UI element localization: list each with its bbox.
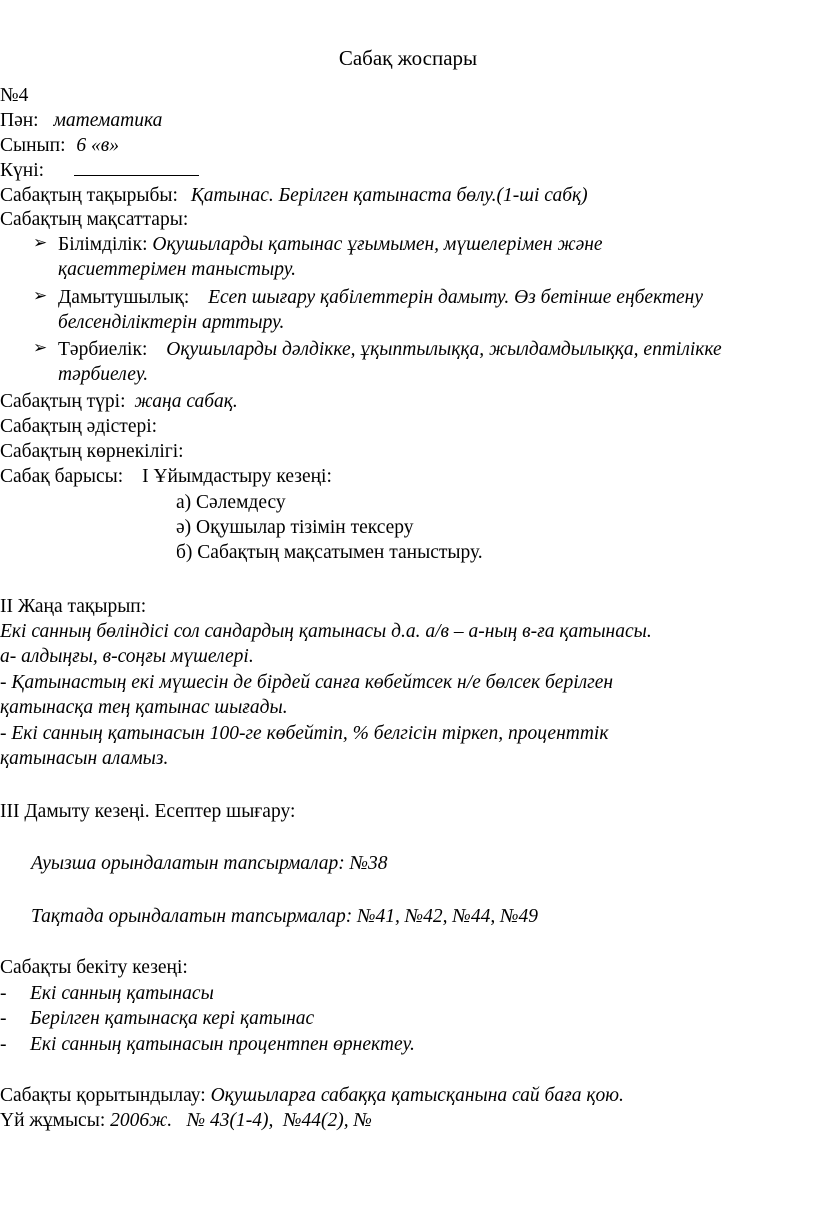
new-topic-line: қатынасын аламыз. — [0, 748, 169, 769]
consolidation-text: Берілген қатынасқа кері қатынас — [30, 1008, 315, 1029]
summary-label: Сабақты қорытындылау: — [0, 1085, 206, 1106]
arrow-bullet-icon: ➢ — [33, 338, 48, 357]
new-topic-heading: II Жаңа тақырып: — [0, 596, 147, 617]
goal-item — [58, 338, 816, 362]
new-topic-line: - Қатынастың екі мүшесін де бірдей санға көбейтсек н/е бөлсек берілген — [0, 672, 614, 693]
goal-text-continuation: белсенділіктерін арттыру. — [58, 312, 285, 333]
new-topic-line: қатынасқа тең қатынас шығады. — [0, 697, 288, 718]
dash-bullet: - — [0, 1008, 7, 1029]
lesson-type-value: жаңа сабақ. — [134, 391, 238, 412]
homework-value: 2006ж. № 43(1-4), №44(2), № — [110, 1110, 372, 1131]
consolidation-item — [0, 982, 214, 1006]
subject-line — [0, 109, 162, 133]
subject-label: Пән: — [0, 110, 39, 131]
arrow-bullet-icon: ➢ — [33, 233, 48, 252]
goal-text: Оқушыларды дәлдікке, ұқыптылыққа, жылдамдылыққа, ептілікке — [166, 339, 722, 360]
grade-value: 6 «в» — [76, 135, 119, 156]
dash-bullet: - — [0, 1034, 7, 1055]
consolidation-heading: Сабақты бекіту кезеңі: — [0, 957, 188, 978]
goal-label: Дамытушылық: — [58, 287, 190, 308]
development-heading: III Дамыту кезеңі. Есептер шығару: — [0, 801, 296, 822]
process-step: а) Сәлемдесу — [176, 492, 286, 513]
process-label: Сабақ барысы: — [0, 466, 124, 487]
new-topic-line: Екі санның бөліндісі сол сандардың қатынасы д.а. а/в – а-ның в-ға қатынасы. — [0, 621, 652, 642]
page-title: Сабақ жоспары — [338, 46, 478, 70]
goals-label: Сабақтың мақсаттары: — [0, 209, 189, 230]
topic-line — [0, 184, 588, 208]
lesson-number: №4 — [0, 85, 29, 106]
new-topic-line: - Екі санның қатынасын 100-ге көбейтіп, % белгісін тіркеп, проценттік — [0, 723, 609, 744]
consolidation-item — [0, 1033, 415, 1057]
lesson-type-label: Сабақтың түрі: — [0, 391, 126, 412]
subject-value: математика — [53, 110, 163, 131]
board-tasks: Тақтада орындалатын тапсырмалар: №41, №42, №44, №49 — [31, 906, 538, 927]
consolidation-text: Екі санның қатынасы — [30, 983, 214, 1004]
date-line — [0, 158, 199, 183]
topic-label: Сабақтың тақырыбы: — [0, 185, 178, 206]
consolidation-text: Екі санның қатынасын процентпен өрнектеу. — [30, 1034, 415, 1055]
topic-value: Қатынас. Берілген қатынаста бөлу.(1-ші сабқ) — [190, 185, 588, 206]
process-stage: I Ұйымдастыру кезеңі: — [142, 466, 332, 487]
methods-label: Сабақтың әдістері: — [0, 416, 158, 437]
grade-label: Сынып: — [0, 135, 66, 156]
goal-text: Оқушыларды қатынас ұғымымен, мүшелерімен және — [152, 234, 603, 255]
grade-line — [0, 134, 119, 158]
goal-label: Білімділік: — [58, 234, 148, 255]
goal-item — [58, 286, 703, 310]
homework-label: Үй жұмысы: — [0, 1110, 106, 1131]
goal-item — [58, 233, 603, 257]
summary-value: Оқушыларға сабаққа қатысқанына сай баға қою. — [210, 1085, 624, 1106]
goal-text-continuation: тәрбиелеу. — [58, 364, 149, 385]
process-step: ә) Оқушылар тізімін тексеру — [176, 517, 414, 538]
homework-line — [0, 1109, 372, 1133]
new-topic-line: а- алдыңғы, в-соңғы мүшелері. — [0, 646, 254, 667]
date-label: Күні: — [0, 160, 45, 181]
oral-tasks: Ауызша орындалатын тапсырмалар: №38 — [31, 853, 388, 874]
goal-text-continuation: қасиеттерімен таныстыру. — [58, 259, 296, 280]
process-step: б) Сабақтың мақсатымен таныстыру. — [176, 542, 483, 563]
arrow-bullet-icon: ➢ — [33, 286, 48, 305]
summary-line — [0, 1084, 624, 1108]
consolidation-item — [0, 1007, 314, 1031]
goal-label: Тәрбиелік: — [58, 339, 148, 360]
process-line — [0, 465, 332, 489]
date-blank — [74, 158, 199, 176]
lesson-type-line — [0, 390, 238, 414]
visuals-label: Сабақтың көрнекілігі: — [0, 441, 184, 462]
dash-bullet: - — [0, 983, 7, 1004]
goal-text: Есеп шығару қабілеттерін дамыту. Өз бетінше еңбектену — [208, 287, 704, 308]
